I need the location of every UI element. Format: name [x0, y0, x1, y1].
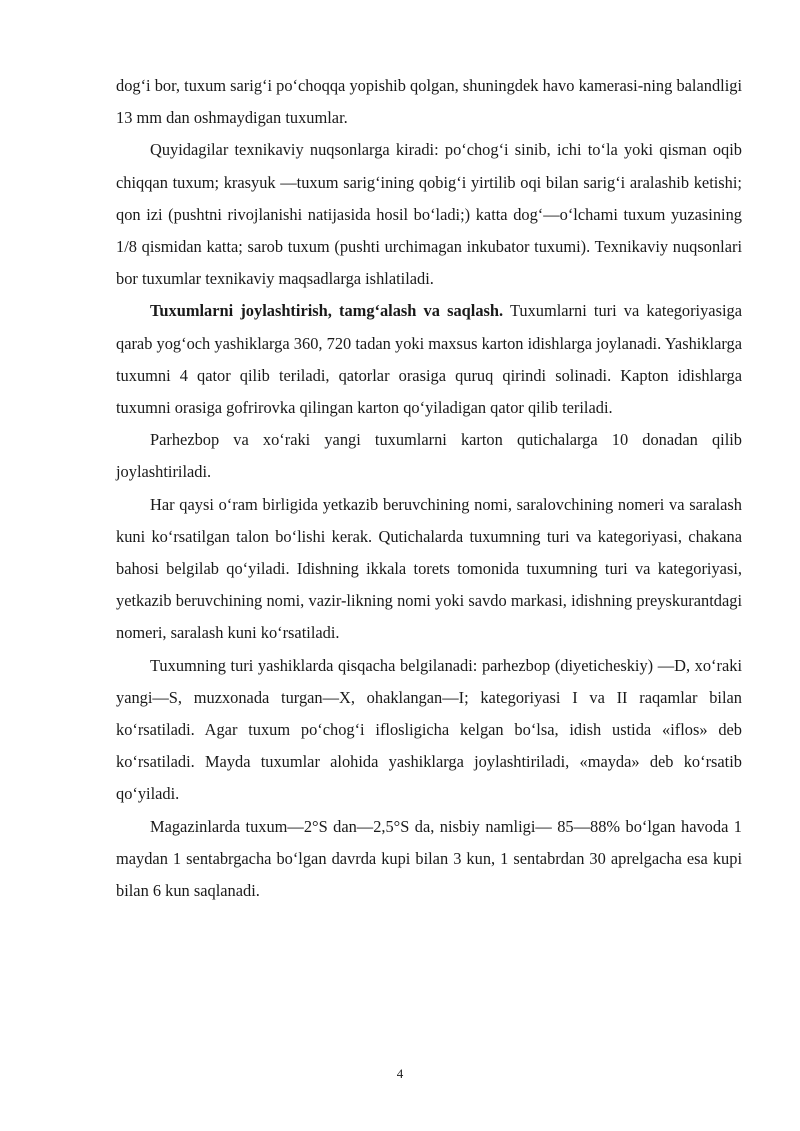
paragraph-continuation [116, 70, 742, 134]
paragraph-packing [116, 295, 742, 424]
paragraph-labeling [116, 489, 742, 650]
page-number: 4 [396, 1066, 404, 1081]
paragraph-text: Har qaysi o‘ram birligida yetkazib beruvchining nomi, saralovchining nomeri va saralash kuni ko‘rsatilgan talon bo‘lishi kerak. Qutichalarda tuxumning turi va kategoriyasi, chakana bahosi belgilab qo‘yiladi. Idishning ikkala torets tomonida tuxumning turi va kategoriyasi, yetkazib beruvchining nomi, vazir-likning nomi yoki savdo markasi, idishning preyskurantdagi nomeri, saralash kuni ko‘rsatiladi. [116, 494, 742, 643]
paragraph-text: Quyidagilar texnikaviy nuqsonlarga kiradi: po‘chog‘i sinib, ichi to‘la yoki qisman oqib chiqqan tuxum; krasyuk —tuxum sarig‘ining qobig‘i yirtilib oqi bilan sarig‘i aralashib ketishi; qon izi (pushtni rivojlanishi natijasida hosil bo‘ladi;) katta dog‘—o‘lchami tuxum yuzasining 1/8 qismidan katta; sarob tuxum (pushti urchimagan inkubator tuxumi). Texnikaviy nuqsonlari bor tuxumlar texnikaviy maqsadlarga ishlatiladi. [116, 140, 742, 289]
body-text [116, 70, 742, 907]
paragraph-technical-defects [116, 134, 742, 295]
paragraph-storage [116, 811, 742, 908]
paragraph-diet-eggs [116, 424, 742, 488]
paragraph-text: Magazinlarda tuxum—2°S dan—2,5°S da, nisbiy namligi— 85—88% bo‘lgan havoda 1 maydan 1 sentabrgacha bo‘lgan davrda kupi bilan 3 kun, 1 sentabrdan 30 aprelgacha esa kupi bilan 6 kun saqlanadi. [116, 816, 742, 901]
section-heading: Tuxumlarni joylashtirish, tamg‘alash va saqlash. [150, 301, 504, 321]
paragraph-text: Tuxumning turi yashiklarda qisqacha belgilanadi: parhezbop (diyeticheskiy) —D, xo‘raki yangi—S, muzxonada turgan—X, ohaklangan—I; kategoriyasi I va II raqamlar bilan ko‘rsatiladi. Agar tuxum po‘chog‘i iflosligicha kelgan bo‘lsa, idish ustida «iflos» deb ko‘rsatiladi. Mayda tuxumlar alohida yashiklarga joylashtiriladi, «mayda» deb ko‘rsatib qo‘yiladi. [116, 655, 742, 804]
paragraph-text: Tuxumlarni turi va kategoriyasiga qarab yog‘och yashiklarga 360, 720 tadan yoki maxsus karton idishlarga joylanadi. Yashiklarga tuxumni 4 qator qilib teriladi, qatorlar orasiga quruq qirindi solinadi. Kapton idishlarga tuxumni orasiga gofrirovka qilingan karton qo‘yiladigan qator qilib teriladi. [116, 301, 742, 418]
paragraph-marking [116, 650, 742, 811]
paragraph-text: dog‘i bor, tuxum sarig‘i po‘choqqa yopishib qolgan, shuningdek havo kamerasi-ning balandligi 13 mm dan oshmaydigan tuxumlar. [116, 76, 742, 128]
paragraph-text: Parhezbop va xo‘raki yangi tuxumlarni karton qutichalarga 10 donadan qilib joylashtiriladi. [116, 430, 742, 482]
